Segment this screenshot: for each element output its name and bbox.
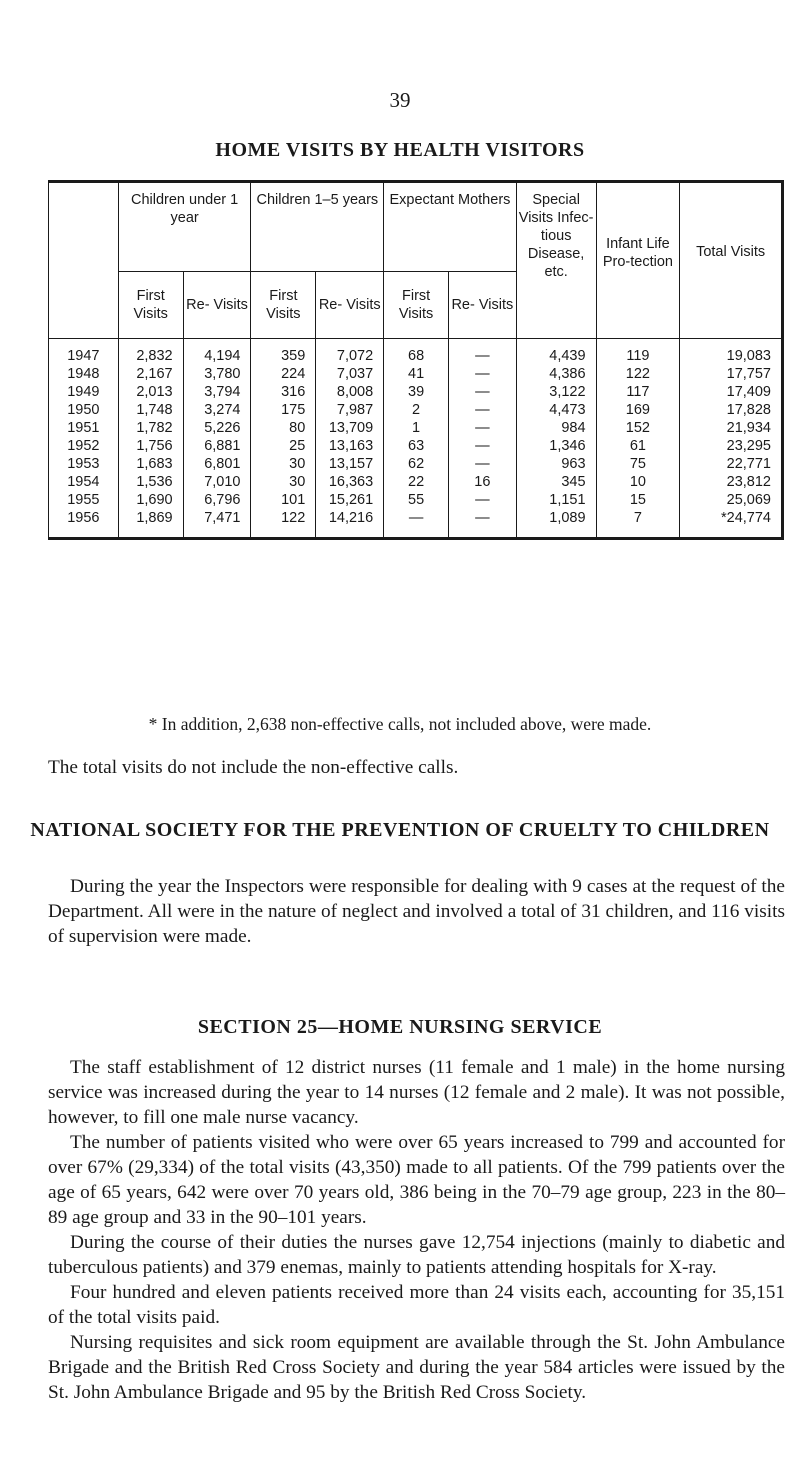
nursing-paragraph: Four hundred and eleven patients received more than 24 visits each, accounting for 35,151 of the total visits paid. <box>48 1282 785 1328</box>
children-under-1-re-cell: 7,010 <box>183 473 251 491</box>
home-visits-table <box>48 180 784 540</box>
total-visits-note: The total visits do not include the non-effective calls. <box>48 757 459 778</box>
nursing-paragraph: The number of patients visited who were over 65 years increased to 799 and accounted for over 67% (29,334) of the total visits (43,350) made to all patients. Of the 799 patients over the age of 65 years, 642 were over 70 years old, 386 being in the 70–79 age group, 223 in the 80–89 age group and 33 in the 90–101 years. <box>48 1132 785 1228</box>
subheader-first-visits: First Visits <box>118 272 183 339</box>
children-1-5-re-cell: 14,216 <box>316 509 384 539</box>
table-row <box>49 473 783 491</box>
children-under-1-re-cell: 6,881 <box>183 437 251 455</box>
infant-life-cell: 75 <box>596 455 680 473</box>
year-cell: 1950 <box>49 401 119 419</box>
children-under-1-first-cell: 2,167 <box>118 365 183 383</box>
infant-life-cell: 7 <box>596 509 680 539</box>
children-1-5-first-cell: 25 <box>251 437 316 455</box>
children-under-1-re-cell: 3,274 <box>183 401 251 419</box>
children-1-5-first-cell: 224 <box>251 365 316 383</box>
table-row <box>49 509 783 539</box>
infant-life-cell: 169 <box>596 401 680 419</box>
expectant-re-cell: — <box>448 365 516 383</box>
infant-life-cell: 10 <box>596 473 680 491</box>
table-row <box>49 419 783 437</box>
header-children-1-5: Children 1–5 years <box>251 182 384 272</box>
children-under-1-first-cell: 1,683 <box>118 455 183 473</box>
children-under-1-first-cell: 2,832 <box>118 339 183 366</box>
expectant-first-cell: 55 <box>384 491 449 509</box>
children-under-1-first-cell: 1,748 <box>118 401 183 419</box>
total-visits-cell: 17,828 <box>680 401 783 419</box>
children-1-5-re-cell: 13,157 <box>316 455 384 473</box>
heading-nspcc: NATIONAL SOCIETY FOR THE PREVENTION OF CRUELTY TO CHILDREN <box>30 819 770 841</box>
special-visits-cell: 984 <box>516 419 596 437</box>
children-1-5-re-cell: 7,987 <box>316 401 384 419</box>
special-visits-cell: 963 <box>516 455 596 473</box>
expectant-first-cell: 41 <box>384 365 449 383</box>
children-under-1-first-cell: 1,756 <box>118 437 183 455</box>
footnote: * In addition, 2,638 non-effective calls, not included above, were made. <box>148 714 652 734</box>
children-under-1-re-cell: 3,794 <box>183 383 251 401</box>
year-cell: 1947 <box>49 339 119 366</box>
children-1-5-re-cell: 13,163 <box>316 437 384 455</box>
infant-life-cell: 152 <box>596 419 680 437</box>
expectant-re-cell: — <box>448 339 516 366</box>
children-1-5-first-cell: 101 <box>251 491 316 509</box>
expectant-re-cell: — <box>448 419 516 437</box>
children-1-5-first-cell: 175 <box>251 401 316 419</box>
table-row <box>49 455 783 473</box>
expectant-re-cell: — <box>448 401 516 419</box>
nursing-paragraph: During the course of their duties the nurses gave 12,754 injections (mainly to diabetic and tuberculous patients) and 379 enemas, mainly to patients attending hospitals for X-ray. <box>48 1232 785 1278</box>
infant-life-cell: 15 <box>596 491 680 509</box>
subheader-first-visits: First Visits <box>251 272 316 339</box>
children-under-1-first-cell: 2,013 <box>118 383 183 401</box>
nursing-paragraph: The staff establishment of 12 district nurses (11 female and 1 male) in the home nursing service was increased during the year to 14 nurses (12 female and 2 male). It was not possible, however, to fill one male nurse vacancy. <box>48 1057 785 1128</box>
children-under-1-first-cell: 1,536 <box>118 473 183 491</box>
total-visits-cell: 17,757 <box>680 365 783 383</box>
nursing-paragraph: Nursing requisites and sick room equipment are available through the St. John Ambulance Brigade and the British Red Cross Society and during the year 584 articles were issued by the St. John Ambulance Brigade and 95 by the British Red Cross Society. <box>48 1332 785 1403</box>
children-1-5-first-cell: 80 <box>251 419 316 437</box>
page-number: 39 <box>389 88 411 112</box>
total-visits-cell: 23,812 <box>680 473 783 491</box>
children-under-1-first-cell: 1,690 <box>118 491 183 509</box>
special-visits-cell: 1,151 <box>516 491 596 509</box>
children-1-5-re-cell: 8,008 <box>316 383 384 401</box>
expectant-first-cell: 62 <box>384 455 449 473</box>
nspcc-paragraph: During the year the Inspectors were responsible for dealing with 9 cases at the request of the Department. All were in the nature of neglect and involved a total of 31 children, and 116 visits of supervision were made. <box>48 876 785 947</box>
year-cell: 1956 <box>49 509 119 539</box>
header-expectant-mothers: Expectant Mothers <box>384 182 517 272</box>
subheader-re-visits: Re- Visits <box>183 272 251 339</box>
table-row <box>49 339 783 366</box>
children-under-1-re-cell: 7,471 <box>183 509 251 539</box>
children-under-1-re-cell: 4,194 <box>183 339 251 366</box>
year-cell: 1955 <box>49 491 119 509</box>
header-special-visits: Special Visits Infec-tious Disease, etc. <box>516 182 596 339</box>
children-under-1-re-cell: 6,796 <box>183 491 251 509</box>
header-total-visits: Total Visits <box>680 182 783 339</box>
special-visits-cell: 1,089 <box>516 509 596 539</box>
children-1-5-first-cell: 30 <box>251 455 316 473</box>
table-row <box>49 401 783 419</box>
children-1-5-first-cell: 359 <box>251 339 316 366</box>
expectant-re-cell: — <box>448 383 516 401</box>
expectant-first-cell: 39 <box>384 383 449 401</box>
special-visits-cell: 3,122 <box>516 383 596 401</box>
table-row <box>49 383 783 401</box>
infant-life-cell: 61 <box>596 437 680 455</box>
children-under-1-re-cell: 5,226 <box>183 419 251 437</box>
year-cell: 1948 <box>49 365 119 383</box>
year-cell: 1951 <box>49 419 119 437</box>
children-1-5-first-cell: 30 <box>251 473 316 491</box>
total-visits-cell: 17,409 <box>680 383 783 401</box>
expectant-re-cell: — <box>448 491 516 509</box>
subheader-re-visits: Re- Visits <box>316 272 384 339</box>
children-1-5-re-cell: 7,072 <box>316 339 384 366</box>
children-1-5-first-cell: 122 <box>251 509 316 539</box>
special-visits-cell: 4,473 <box>516 401 596 419</box>
subheader-first-visits: First Visits <box>384 272 449 339</box>
special-visits-cell: 345 <box>516 473 596 491</box>
expectant-first-cell: 1 <box>384 419 449 437</box>
infant-life-cell: 119 <box>596 339 680 366</box>
special-visits-cell: 1,346 <box>516 437 596 455</box>
expectant-first-cell: 68 <box>384 339 449 366</box>
total-visits-cell: 21,934 <box>680 419 783 437</box>
total-visits-cell: *24,774 <box>680 509 783 539</box>
children-under-1-first-cell: 1,869 <box>118 509 183 539</box>
nursing-section <box>48 1055 785 1405</box>
table-row <box>49 491 783 509</box>
year-header-blank <box>49 182 119 339</box>
expectant-re-cell: 16 <box>448 473 516 491</box>
year-cell: 1949 <box>49 383 119 401</box>
total-visits-cell: 22,771 <box>680 455 783 473</box>
total-visits-cell: 19,083 <box>680 339 783 366</box>
children-1-5-re-cell: 7,037 <box>316 365 384 383</box>
subheader-re-visits: Re- Visits <box>448 272 516 339</box>
special-visits-cell: 4,439 <box>516 339 596 366</box>
expectant-first-cell: 22 <box>384 473 449 491</box>
year-cell: 1952 <box>49 437 119 455</box>
expectant-first-cell: — <box>384 509 449 539</box>
total-visits-cell: 25,069 <box>680 491 783 509</box>
heading-home-visits: HOME VISITS BY HEALTH VISITORS <box>215 139 585 161</box>
nspcc-section <box>48 874 785 949</box>
heading-home-nursing: SECTION 25—HOME NURSING SERVICE <box>197 1016 603 1038</box>
infant-life-cell: 122 <box>596 365 680 383</box>
header-children-under-1: Children under 1 year <box>118 182 251 272</box>
children-under-1-re-cell: 6,801 <box>183 455 251 473</box>
expectant-first-cell: 63 <box>384 437 449 455</box>
expectant-first-cell: 2 <box>384 401 449 419</box>
expectant-re-cell: — <box>448 455 516 473</box>
expectant-re-cell: — <box>448 437 516 455</box>
children-1-5-re-cell: 13,709 <box>316 419 384 437</box>
children-1-5-re-cell: 16,363 <box>316 473 384 491</box>
special-visits-cell: 4,386 <box>516 365 596 383</box>
children-under-1-first-cell: 1,782 <box>118 419 183 437</box>
children-1-5-first-cell: 316 <box>251 383 316 401</box>
infant-life-cell: 117 <box>596 383 680 401</box>
year-cell: 1954 <box>49 473 119 491</box>
expectant-re-cell: — <box>448 509 516 539</box>
total-visits-cell: 23,295 <box>680 437 783 455</box>
year-cell: 1953 <box>49 455 119 473</box>
children-under-1-re-cell: 3,780 <box>183 365 251 383</box>
children-1-5-re-cell: 15,261 <box>316 491 384 509</box>
header-infant-life: Infant Life Pro-tection <box>596 182 680 339</box>
table-row <box>49 365 783 383</box>
table-row <box>49 437 783 455</box>
